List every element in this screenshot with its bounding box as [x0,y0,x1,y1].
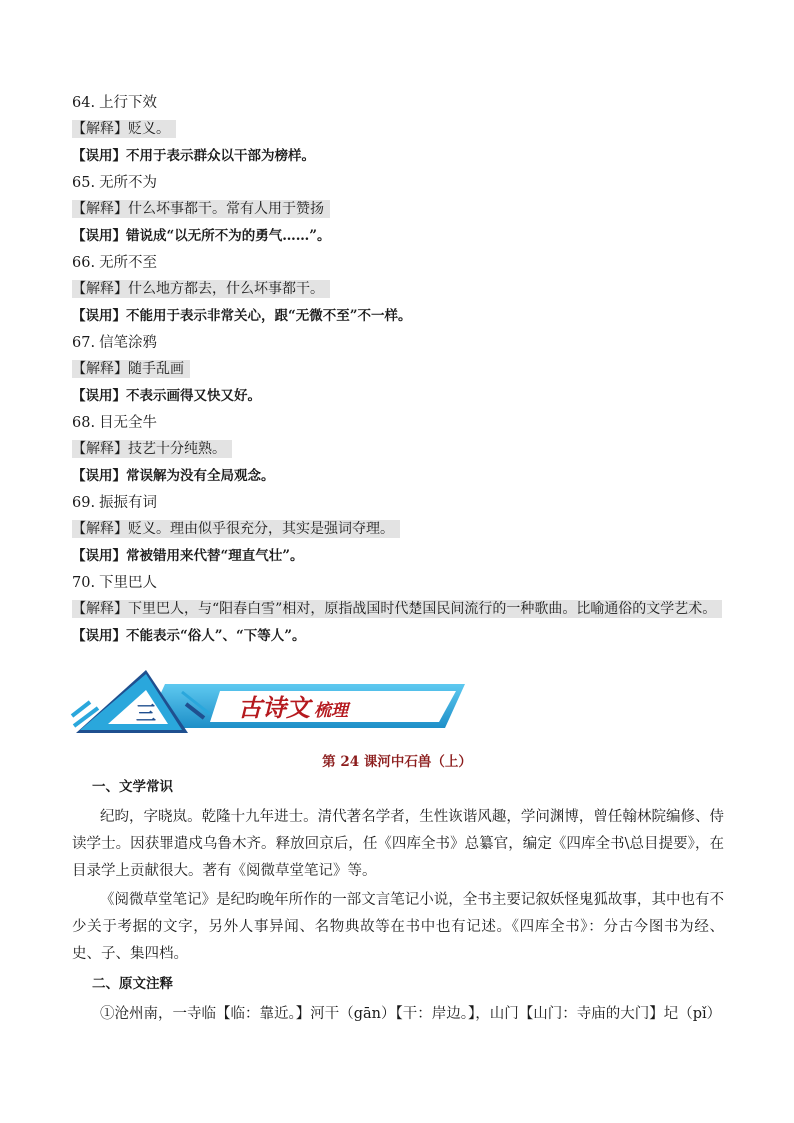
idiom-title: 66. 无所不至 [72,255,158,271]
section-heading: 一、文学常识 [92,779,173,795]
idiom-misuse: 【误用】常误解为没有全局观念。 [72,468,275,484]
idiom-misuse: 【误用】不能表示“俗人”、“下等人”。 [72,628,306,644]
idiom-entry [72,253,732,327]
idiom-misuse: 【误用】不用于表示群众以干部为榜样。 [72,148,315,164]
idiom-entry [72,333,732,407]
idiom-explanation: 【解释】技艺十分纯熟。 [72,439,732,460]
idiom-title: 65. 无所不为 [72,175,158,191]
paragraph: ①沧州南，一寺临【临：靠近。】河干（gān）【干：岸边。】，山门【山门：寺庙的大门】圮（pǐ） [100,1006,722,1022]
paragraph: 《阅微草堂笔记》是纪昀晚年所作的一部文言笔记小说，全书主要记叙妖怪鬼狐故事，其中也有不少关于考据的文字，另外人事异闻、名物典故等在书中也有记述。《四库全书》：分古今图书为经、史、子、集四档。 [72,892,724,962]
idiom-misuse: 【误用】错说成“以无所不为的勇气……”。 [72,228,331,244]
banner-title-sub: 梳理 [314,701,348,721]
banner-title-main: 古诗文 [238,693,310,722]
section-heading: 二、原文注释 [92,976,173,992]
idiom-entry [72,573,732,647]
idiom-list [72,93,732,653]
idiom-misuse: 【误用】常被错用来代替“理直气壮”。 [72,548,304,564]
idiom-explanation: 【解释】贬义。理由似乎很充分，其实是强词夺理。 [72,519,732,540]
idiom-title: 67. 信笔涂鸦 [72,335,158,351]
idiom-entry [72,493,732,567]
idiom-title: 68. 目无全牛 [72,415,158,431]
idiom-entry [72,413,732,487]
lesson-body [72,776,724,1028]
idiom-title: 64. 上行下效 [72,95,158,111]
section-banner [70,664,470,738]
idiom-explanation: 【解释】贬义。 [72,119,732,140]
idiom-misuse: 【误用】不表示画得又快又好。 [72,388,261,404]
paragraph: 纪昀，字晓岚。乾隆十九年进士。清代著名学者，生性诙谐风趣，学问渊博，曾任翰林院编修、侍读学士。因获罪遣戍乌鲁木齐。释放回京后，任《四库全书》总纂官，编定《四库全书\总目提要》，在目录学上贡献很大。著有《阅微草堂笔记》等。 [72,809,724,879]
idiom-title: 70. 下里巴人 [72,575,158,591]
idiom-explanation: 【解释】随手乱画 [72,359,732,380]
idiom-entry [72,173,732,247]
idiom-misuse: 【误用】不能用于表示非常关心，跟“无微不至”不一样。 [72,308,412,324]
idiom-explanation: 【解释】什么坏事都干。常有人用于赞扬 [72,199,732,220]
idiom-explanation: 【解释】什么地方都去，什么坏事都干。 [72,279,732,300]
idiom-title: 69. 振振有词 [72,495,158,511]
banner-number: 三 [136,701,156,725]
lesson-title: 第 24 课河中石兽（上） [322,754,472,770]
idiom-entry [72,93,732,167]
idiom-explanation: 【解释】下里巴人，与“阳春白雪”相对，原指战国时代楚国民间流行的一种歌曲。比喻通俗的文学艺术。 [72,599,732,620]
